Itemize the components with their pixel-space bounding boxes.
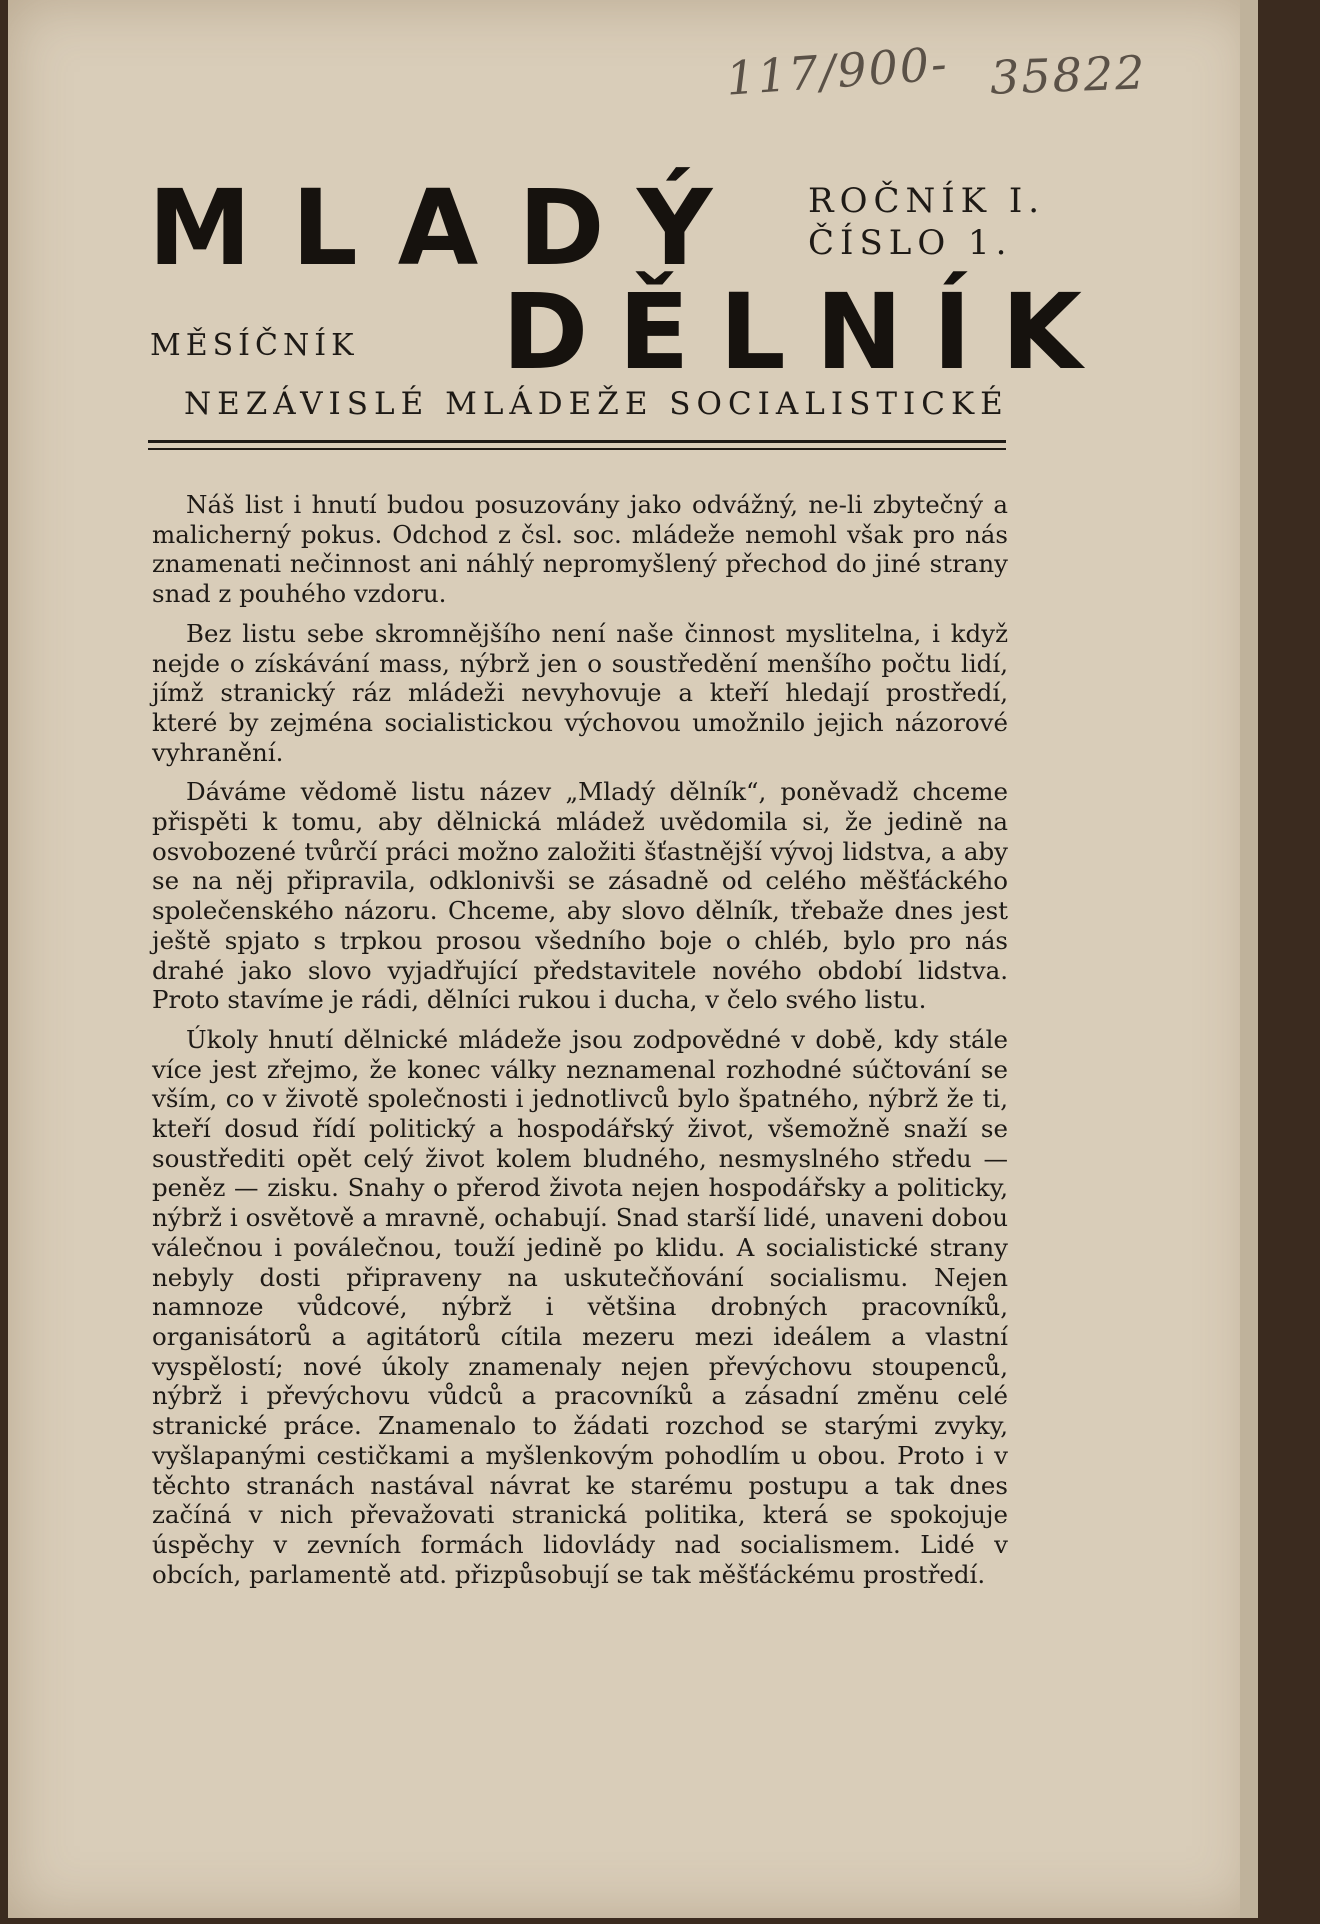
- masthead-title-line1: MLADÝ: [148, 167, 753, 289]
- masthead-subtitle: NEZÁVISLÉ MLÁDEŽE SOCIALISTICKÉ: [184, 386, 1009, 422]
- masthead-periodicity: MĚSÍČNÍK: [150, 328, 359, 363]
- handwritten-inventory-number: 35822: [989, 45, 1148, 105]
- handwritten-catalog-note: 117/900-: [724, 36, 951, 106]
- article-body: [152, 490, 1008, 1599]
- masthead-title-line2: DĚLNÍK: [502, 271, 1112, 393]
- masthead-divider-thin: [148, 448, 1006, 450]
- masthead-volume: ROČNÍK I.: [808, 181, 1046, 221]
- newspaper-page: [8, 0, 1258, 1918]
- article-paragraph-2: Bez listu sebe skromnějšího není naše činnost myslitelna, i když nejde o získávání mass, nýbrž jen o soustředění menšího počtu lidí, jímž stranický ráz mládeži nevyhovuje a kteří hledají prostředí, které by zejména socialistickou výchovou umožnilo jejich názorové vyhranění.: [152, 618, 1008, 767]
- article-paragraph-4: Úkoly hnutí dělnické mládeže jsou zodpovědné v době, kdy stále více jest zřejmo, že konec války neznamenal rozhodné súčtování se vším, co v životě společnosti i jednotlivců bylo špatného, nýbrž že ti, kteří dosud řídí politický a hospodářský život, všemožně snaží se soustřediti opět celý život kolem bludného, nesmyslného středu — peněz — zisku. Snahy o přerod života nejen hospodářsky a politicky, nýbrž i osvětově a mravně, ochabují. Snad starší lidé, unaveni dobou válečnou i poválečnou, touží jedině po klidu. A socialistické strany nebyly dosti připraveny na uskutečňování socialismu. Nejen namnoze vůdcové, nýbrž i většina drobných pracovníků, organisátorů a agitátorů cítila mezeru mezi ideálem a vlastní vyspělostí; nové úkoly znamenaly nejen převýchovu stoupenců, nýbrž i převýchovu vůdců a pracovníků a zásadní změnu celé stranické práce. Znamenalo to žádati rozchod se starými zvyky, vyšlapanými cestičkami a myšlenkovým pohodlím u obou. Proto i v těchto stranách nastával návrat ke starému postupu a tak dnes začíná v nich převažovati stranická politika, která se spokojuje úspěchy v zevních formách lidovlády nad socialismem. Lidé v obcích, parlamentě atd. přizpůsobují se tak měšťáckému prostředí.: [152, 1024, 1008, 1589]
- masthead-divider-thick: [148, 440, 1006, 443]
- article-paragraph-1: Náš list i hnutí budou posuzovány jako odvážný, ne-li zbytečný a malicherný pokus. Odchod z čsl. soc. mládeže nemohl však pro nás znamenati nečinnost ani náhlý nepromyšlený přechod do jiné strany snad z pouhého vzdoru.: [152, 490, 1008, 609]
- page-edge: [1240, 0, 1258, 1918]
- article-paragraph-3: Dáváme vědomě listu název „Mladý dělník“, poněvadž chceme přispěti k tomu, aby dělnická mládež uvědomila si, že jedině na osvobozené tvůrčí práci možno založiti šťastnější vývoj lidstva, a aby se na něj připravila, odklonivši se zásadně od celého měšťáckého společenského názoru. Chceme, aby slovo dělník, třebaže dnes jest ještě spjato s trpkou prosou všedního boje o chléb, bylo pro nás drahé jako slovo vyjadřující představitele nového období lidstva. Proto stavíme je rádi, dělníci rukou i ducha, v čelo svého listu.: [152, 777, 1008, 1015]
- masthead-issue: ČÍSLO 1.: [808, 223, 1013, 263]
